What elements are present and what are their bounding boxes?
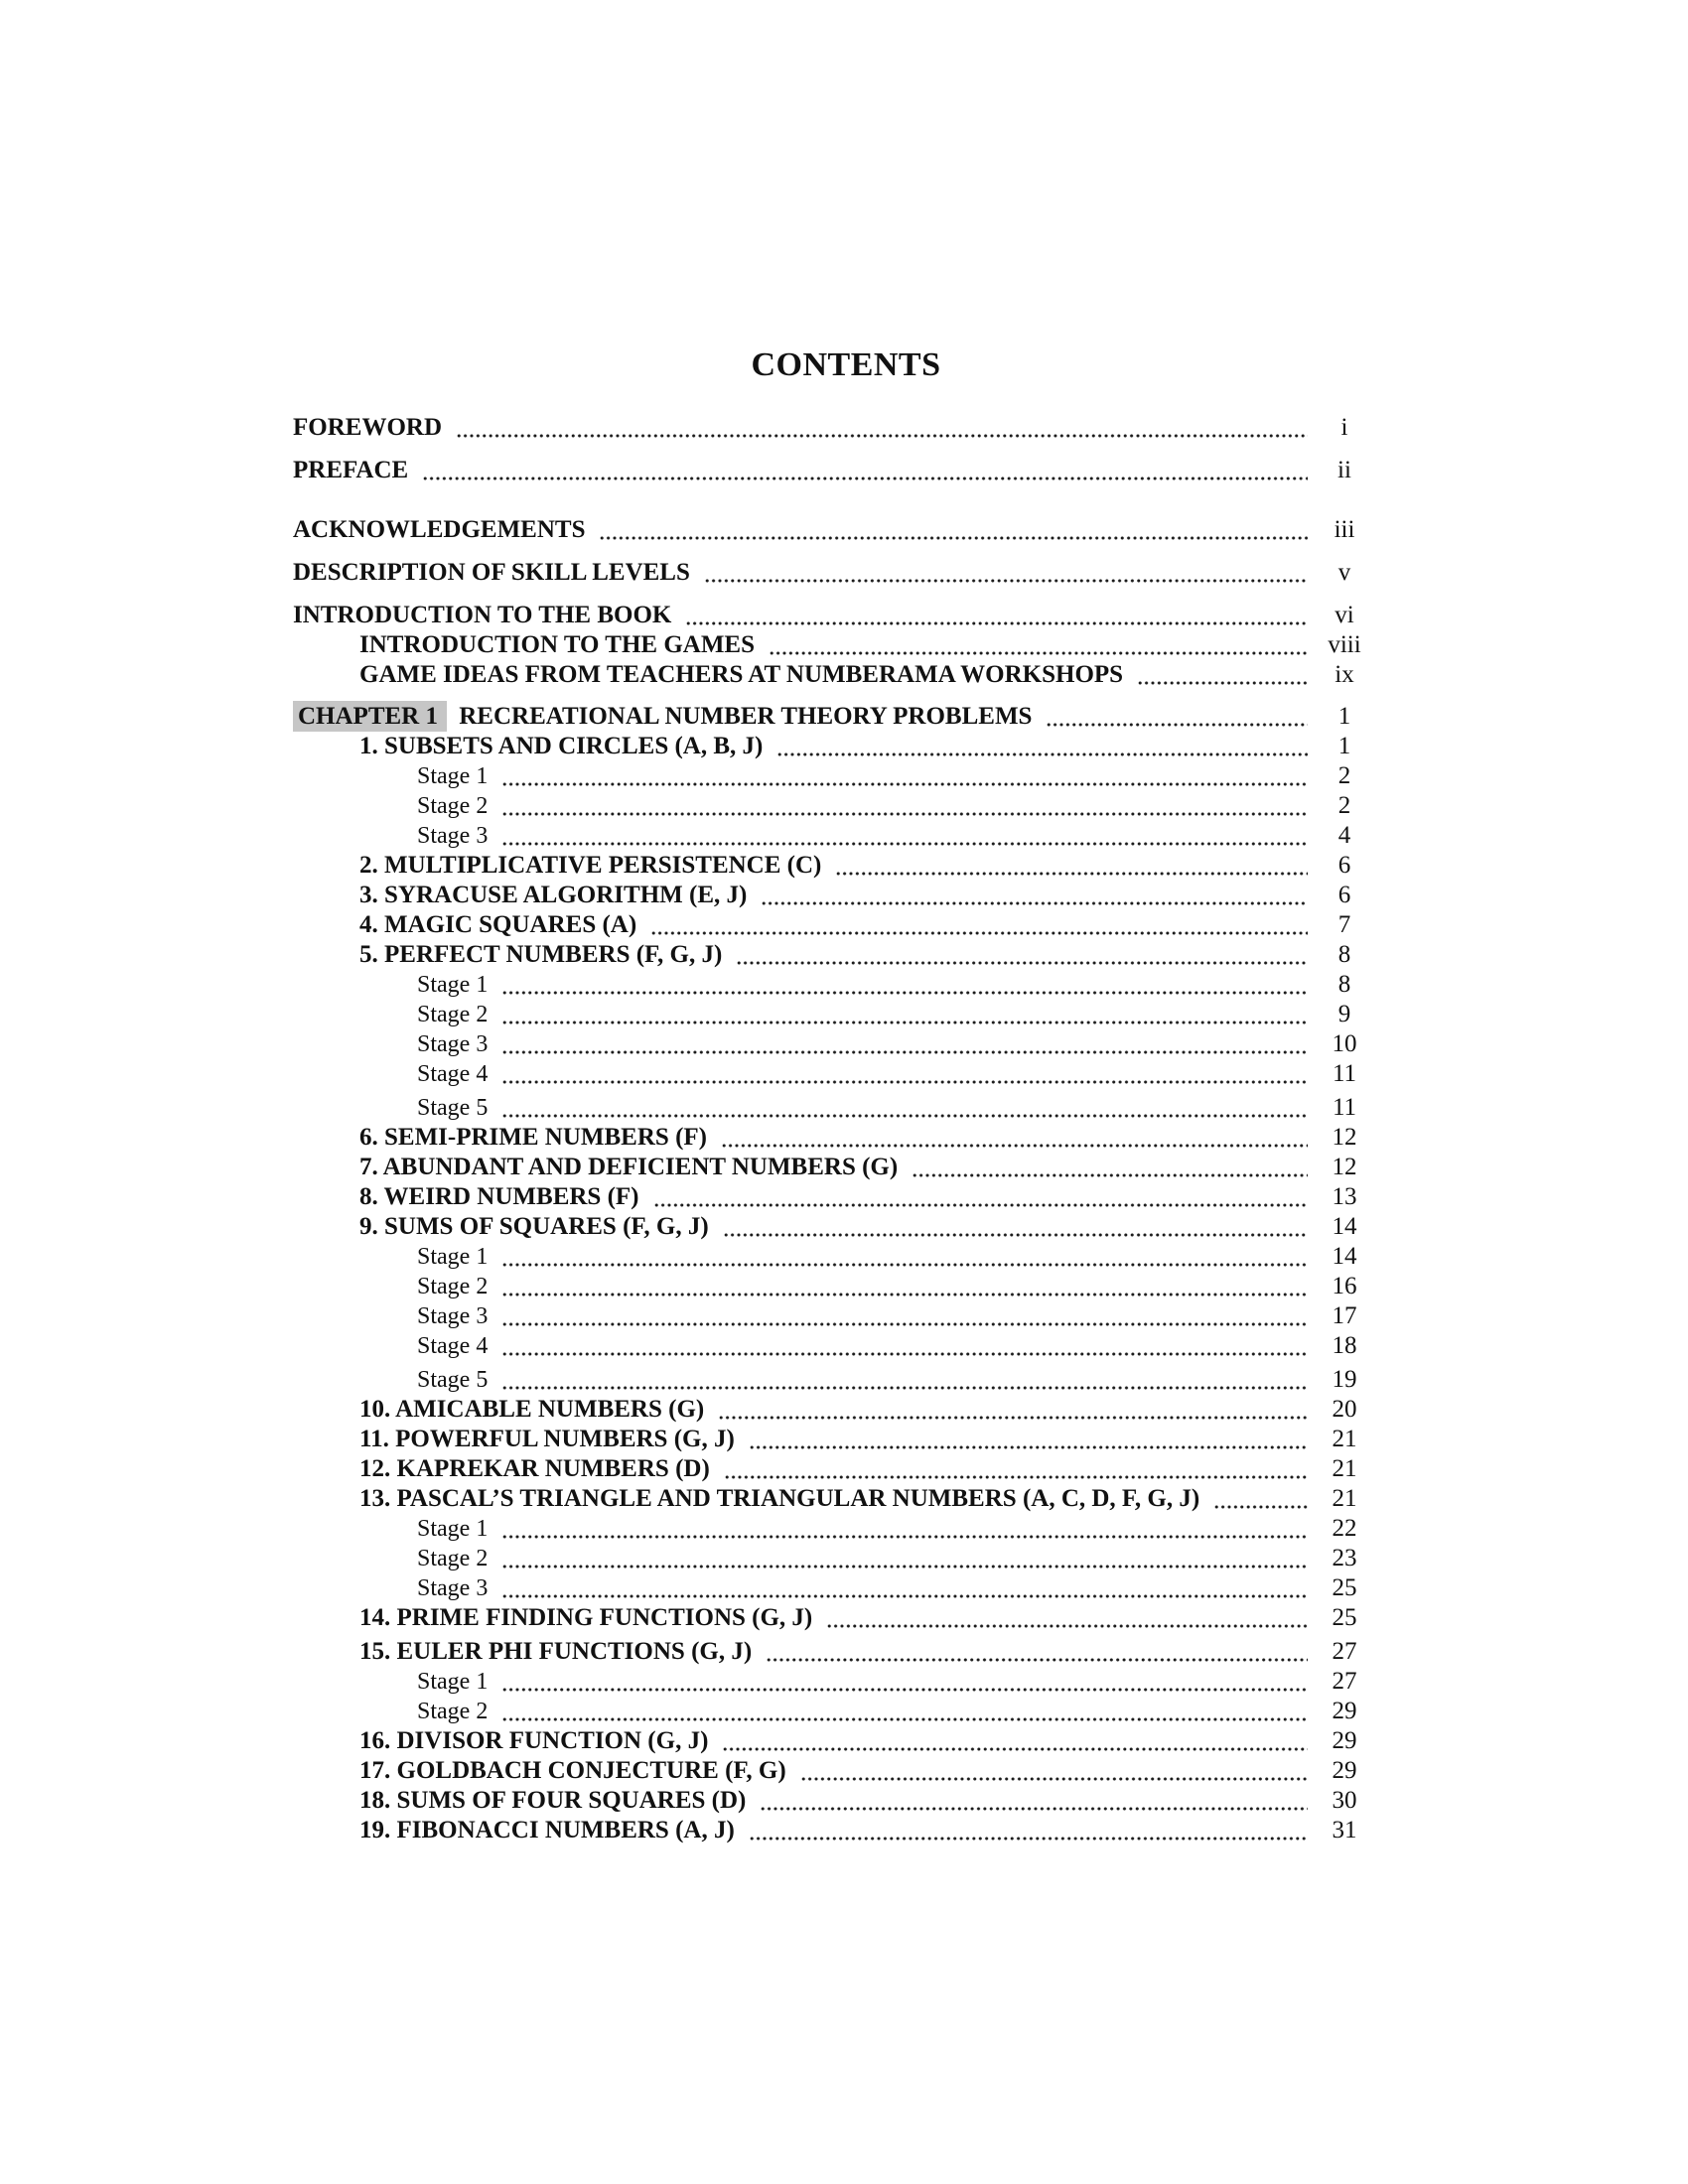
toc-row xyxy=(293,1726,1373,1756)
dot-leader xyxy=(721,1123,1308,1153)
toc-entry-label: Stage 3 xyxy=(417,1303,489,1329)
dot-leader xyxy=(501,1272,1308,1301)
page-number: 9 xyxy=(1337,1001,1351,1027)
toc-entry-label: 2. MULTIPLICATIVE PERSISTENCE (C) xyxy=(359,852,822,879)
toc-row xyxy=(293,413,1373,443)
toc-row xyxy=(293,1153,1373,1182)
toc-content xyxy=(293,345,1373,1845)
dot-leader xyxy=(1213,1484,1308,1514)
toc-row-stage xyxy=(293,1514,1373,1544)
dot-leader xyxy=(653,1182,1309,1212)
page-number: 30 xyxy=(1332,1787,1357,1814)
toc-row-stage xyxy=(293,1029,1373,1059)
toc-entry-label: 9. SUMS OF SQUARES (F, G, J) xyxy=(359,1213,709,1240)
toc-entry-label: 7. ABUNDANT AND DEFICIENT NUMBERS (G) xyxy=(359,1154,899,1180)
toc-entry-label: Stage 1 xyxy=(417,972,489,998)
toc-row-stage xyxy=(293,761,1373,791)
toc-row-stage xyxy=(293,1667,1373,1697)
dot-leader xyxy=(769,630,1308,660)
page-number: 17 xyxy=(1332,1302,1357,1329)
toc-row xyxy=(293,940,1373,970)
toc-row-stage xyxy=(293,1365,1373,1395)
page-number: v xyxy=(1337,559,1351,586)
page-number: 20 xyxy=(1332,1396,1357,1423)
toc-row-stage xyxy=(293,1242,1373,1272)
dot-leader xyxy=(685,601,1308,630)
toc-entry-label: Stage 3 xyxy=(417,1575,489,1601)
toc-row xyxy=(293,1212,1373,1242)
dot-leader xyxy=(736,940,1308,970)
toc-entry-label: 8. WEIRD NUMBERS (F) xyxy=(359,1183,639,1210)
dot-leader xyxy=(501,1573,1308,1603)
toc-entry-label: Stage 2 xyxy=(417,1546,489,1571)
toc-row xyxy=(293,515,1373,545)
toc-entry-label: 16. DIVISOR FUNCTION (G, J) xyxy=(359,1727,709,1754)
dot-leader xyxy=(501,1059,1308,1089)
page-number: iii xyxy=(1334,516,1355,543)
toc-entry-label: Stage 5 xyxy=(417,1095,489,1121)
toc-entry-label: Stage 2 xyxy=(417,793,489,819)
toc-entry-label: INTRODUCTION TO THE BOOK xyxy=(293,602,672,628)
page-number: ix xyxy=(1335,661,1354,688)
dot-leader xyxy=(501,791,1308,821)
page-number: ii xyxy=(1337,457,1351,483)
toc-entry-label: DESCRIPTION OF SKILL LEVELS xyxy=(293,559,690,586)
dot-leader xyxy=(912,1153,1308,1182)
dot-leader xyxy=(501,1029,1308,1059)
toc-row-stage xyxy=(293,1697,1373,1726)
page-number: 21 xyxy=(1332,1426,1357,1452)
toc-entry-label: 11. POWERFUL NUMBERS (G, J) xyxy=(359,1426,735,1452)
dot-leader xyxy=(501,970,1308,1000)
page-number: 14 xyxy=(1332,1243,1357,1270)
toc-entry-label: Stage 4 xyxy=(417,1061,489,1087)
dot-leader xyxy=(749,1425,1308,1454)
toc-row xyxy=(293,601,1373,630)
dot-leader xyxy=(501,761,1308,791)
toc-row xyxy=(293,1484,1373,1514)
toc-entry-label: Stage 2 xyxy=(417,1699,489,1724)
toc-entry-label: Stage 1 xyxy=(417,1244,489,1270)
toc-row xyxy=(293,660,1373,690)
toc-entry-label: Stage 1 xyxy=(417,1516,489,1542)
dot-leader xyxy=(1137,660,1308,690)
page-number: 1 xyxy=(1337,703,1351,730)
toc-row xyxy=(293,1786,1373,1816)
page-number: 16 xyxy=(1332,1273,1357,1299)
page-number: 18 xyxy=(1332,1332,1357,1359)
page-number: 1 xyxy=(1337,733,1351,759)
dot-leader xyxy=(761,881,1308,910)
toc-row-stage xyxy=(293,970,1373,1000)
dot-leader xyxy=(501,1093,1308,1123)
page-number: 8 xyxy=(1337,971,1351,998)
page-number: viii xyxy=(1328,631,1361,658)
page-number: 29 xyxy=(1332,1698,1357,1724)
dot-leader xyxy=(501,1697,1308,1726)
toc-row xyxy=(293,1182,1373,1212)
page-number: 13 xyxy=(1332,1183,1357,1210)
toc-entry-label: 13. PASCAL’S TRIANGLE AND TRIANGULAR NUMBERS (A, C, D, F, G, J) xyxy=(359,1485,1200,1512)
toc-row-stage xyxy=(293,1331,1373,1361)
toc-row xyxy=(293,1756,1373,1786)
dot-leader xyxy=(501,1242,1308,1272)
toc-entry-label: 4. MAGIC SQUARES (A) xyxy=(359,911,637,938)
toc-entry-label: 18. SUMS OF FOUR SQUARES (D) xyxy=(359,1787,747,1814)
toc-row xyxy=(293,1454,1373,1484)
toc-entry-label: Stage 5 xyxy=(417,1367,489,1393)
toc-row-stage xyxy=(293,821,1373,851)
dot-leader xyxy=(724,1454,1308,1484)
dot-leader xyxy=(760,1786,1308,1816)
page-number: 29 xyxy=(1332,1757,1357,1784)
toc-entry-label: 1. SUBSETS AND CIRCLES (A, B, J) xyxy=(359,733,764,759)
page-number: 11 xyxy=(1332,1094,1357,1121)
dot-leader xyxy=(501,1331,1308,1361)
toc-entry-label: Stage 2 xyxy=(417,1274,489,1299)
dot-leader xyxy=(800,1756,1308,1786)
page-number: 4 xyxy=(1337,822,1351,849)
dot-leader xyxy=(1046,702,1308,732)
dot-leader xyxy=(599,515,1308,545)
page-number: vi xyxy=(1335,602,1354,628)
dot-leader xyxy=(718,1395,1308,1425)
dot-leader xyxy=(501,1667,1308,1697)
page-number: 2 xyxy=(1337,762,1351,789)
toc-entry-label: 14. PRIME FINDING FUNCTIONS (G, J) xyxy=(359,1604,813,1631)
toc-row xyxy=(293,1123,1373,1153)
toc-entry-label: 10. AMICABLE NUMBERS (G) xyxy=(359,1396,705,1423)
toc-row xyxy=(293,1816,1373,1845)
page-number: 11 xyxy=(1332,1060,1357,1087)
dot-leader xyxy=(501,1544,1308,1573)
toc-entry-label: Stage 1 xyxy=(417,1669,489,1695)
toc-entries xyxy=(293,413,1373,1845)
page-number: 12 xyxy=(1332,1124,1357,1151)
toc-row-stage xyxy=(293,1059,1373,1089)
toc-entry-label: Stage 2 xyxy=(417,1002,489,1027)
toc-entry-label: PREFACE xyxy=(293,457,409,483)
dot-leader xyxy=(650,910,1308,940)
toc-entry-label: Stage 3 xyxy=(417,1031,489,1057)
toc-entry-label: INTRODUCTION TO THE GAMES xyxy=(359,631,756,658)
dot-leader xyxy=(826,1603,1308,1633)
dot-leader xyxy=(501,1365,1308,1395)
toc-row xyxy=(293,881,1373,910)
page-number: 29 xyxy=(1332,1727,1357,1754)
toc-row-stage xyxy=(293,1301,1373,1331)
toc-entry-label: 19. FIBONACCI NUMBERS (A, J) xyxy=(359,1817,735,1843)
page-number: 21 xyxy=(1332,1485,1357,1512)
page-number: 21 xyxy=(1332,1455,1357,1482)
dot-leader xyxy=(835,851,1308,881)
page-number: 6 xyxy=(1337,852,1351,879)
dot-leader xyxy=(501,1301,1308,1331)
toc-row xyxy=(293,1395,1373,1425)
toc-row-stage xyxy=(293,1000,1373,1029)
page-number: 27 xyxy=(1332,1638,1357,1665)
toc-entry-label: 12. KAPREKAR NUMBERS (D) xyxy=(359,1455,710,1482)
toc-row-stage xyxy=(293,791,1373,821)
page-number: 2 xyxy=(1337,792,1351,819)
toc-entry-label: GAME IDEAS FROM TEACHERS AT NUMBERAMA WORKSHOPS xyxy=(359,661,1124,688)
dot-leader xyxy=(766,1637,1308,1667)
dot-leader xyxy=(723,1212,1308,1242)
dot-leader xyxy=(749,1816,1308,1845)
page-title: CONTENTS xyxy=(751,346,941,383)
toc-row-stage xyxy=(293,1272,1373,1301)
dot-leader xyxy=(776,732,1308,761)
page-number: 12 xyxy=(1332,1154,1357,1180)
dot-leader xyxy=(704,558,1308,588)
toc-row-stage xyxy=(293,1544,1373,1573)
toc-row xyxy=(293,732,1373,761)
dot-leader xyxy=(501,821,1308,851)
dot-leader xyxy=(722,1726,1308,1756)
toc-entry-label: 15. EULER PHI FUNCTIONS (G, J) xyxy=(359,1638,753,1665)
toc-entry-label: 17. GOLDBACH CONJECTURE (F, G) xyxy=(359,1757,786,1784)
page-number: 6 xyxy=(1337,882,1351,908)
toc-entry-label: Stage 3 xyxy=(417,823,489,849)
toc-row xyxy=(293,1637,1373,1667)
page-number: 10 xyxy=(1332,1030,1357,1057)
toc-row xyxy=(293,851,1373,881)
chapter-badge: CHAPTER 1 xyxy=(293,701,447,732)
toc-row-stage xyxy=(293,1093,1373,1123)
toc-entry-label: 6. SEMI-PRIME NUMBERS (F) xyxy=(359,1124,707,1151)
page-number: 23 xyxy=(1332,1545,1357,1571)
dot-leader xyxy=(501,1000,1308,1029)
toc-entry-label: 5. PERFECT NUMBERS (F, G, J) xyxy=(359,941,723,968)
page-number: 31 xyxy=(1332,1817,1357,1843)
toc-row-chapter xyxy=(293,702,1373,732)
page-number: 7 xyxy=(1337,911,1351,938)
page-number: 25 xyxy=(1332,1604,1357,1631)
page-number: 25 xyxy=(1332,1574,1357,1601)
page-number: 14 xyxy=(1332,1213,1357,1240)
toc-entry-label: Stage 1 xyxy=(417,763,489,789)
page-number: 22 xyxy=(1332,1515,1357,1542)
toc-row xyxy=(293,910,1373,940)
toc-row-stage xyxy=(293,1573,1373,1603)
page-number: 27 xyxy=(1332,1668,1357,1695)
toc-entry-label: Stage 4 xyxy=(417,1333,489,1359)
dot-leader xyxy=(501,1514,1308,1544)
dot-leader xyxy=(422,456,1308,485)
toc-row xyxy=(293,558,1373,588)
page-number: i xyxy=(1340,414,1348,441)
toc-entry-label: ACKNOWLEDGEMENTS xyxy=(293,516,586,543)
toc-entry-label: FOREWORD xyxy=(293,414,442,441)
toc-row xyxy=(293,1425,1373,1454)
page-number: 19 xyxy=(1332,1366,1357,1393)
toc-row xyxy=(293,1603,1373,1633)
toc-row xyxy=(293,456,1373,485)
toc-entry-label: CHAPTER 1 RECREATIONAL NUMBER THEORY PROBLEMS xyxy=(293,702,1032,732)
dot-leader xyxy=(456,413,1308,443)
page-number: 8 xyxy=(1337,941,1351,968)
toc-row xyxy=(293,630,1373,660)
toc-entry-label: 3. SYRACUSE ALGORITHM (E, J) xyxy=(359,882,748,908)
